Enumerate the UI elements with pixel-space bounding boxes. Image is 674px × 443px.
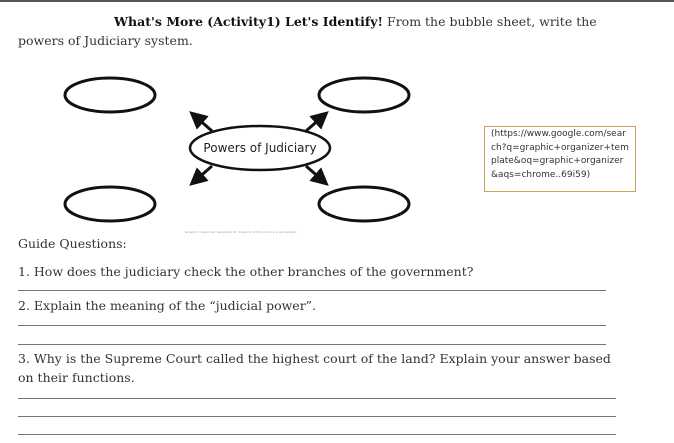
answer-line[interactable]	[18, 290, 606, 291]
answer-line[interactable]	[18, 416, 616, 417]
guide-question-1: 1. How does the judiciary check the other branches of the government?	[18, 264, 474, 279]
center-bubble-label: Powers of Judiciary	[203, 141, 317, 155]
guide-question-3: 3. Why is the Supreme Court called the highest court of the land? Explain your answer based on their functions.	[18, 351, 611, 385]
organizer-caption: Graphic Organizer template for Powers of the Judiciary worksheet	[185, 230, 297, 234]
arrow-top-right	[306, 117, 322, 131]
arrow-bottom-right	[306, 166, 322, 180]
source-url-box: (https://www.google.com/search?q=graphic+organizer+template&oq=graphic+organizer&aqs=chrome..69i59)	[484, 126, 636, 192]
answer-bubble-top-left[interactable]	[65, 78, 155, 112]
guide-question-2: 2. Explain the meaning of the “judicial power”.	[18, 298, 317, 313]
activity-instruction-text: From the bubble sheet, write the powers of Judiciary system.	[18, 14, 597, 48]
arrow-bottom-left	[196, 166, 212, 180]
answer-line[interactable]	[18, 398, 616, 399]
answer-line[interactable]	[18, 434, 616, 435]
answer-bubble-bottom-left[interactable]	[65, 187, 155, 221]
answer-bubble-top-right[interactable]	[319, 78, 409, 112]
guide-questions-title: Guide Questions:	[18, 236, 127, 251]
arrow-top-left	[196, 117, 212, 131]
activity-heading: What's More (Activity1) Let's Identify!	[114, 14, 384, 29]
answer-bubble-bottom-right[interactable]	[319, 187, 409, 221]
answer-line[interactable]	[18, 344, 606, 345]
answer-line[interactable]	[18, 325, 606, 326]
